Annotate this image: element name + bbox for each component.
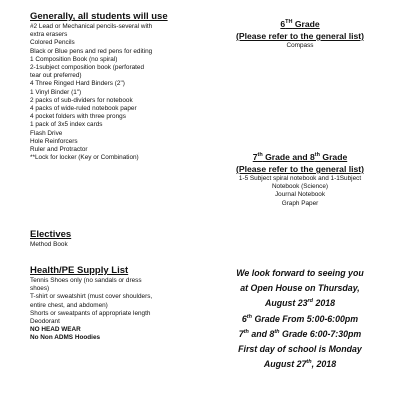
list-item: T-shirt or sweatshirt (must cover shoulders, — [30, 293, 153, 301]
list-item: Colored Pencils — [30, 39, 75, 47]
list-item: Shorts or sweatpants of appropriate length — [30, 309, 151, 317]
list-item: Tennis Shoes only (no sandals or dress — [30, 277, 142, 284]
electives-heading: Electives — [30, 229, 72, 240]
list-item: extra erasers — [30, 31, 68, 39]
list-item: 1 Vinyl Binder (1") — [30, 88, 82, 96]
list-item: 1 Composition Book (no spiral) — [30, 55, 118, 63]
notice-line: 6th Grade From 5:00-6:00pm — [241, 313, 359, 324]
notice-line: August 27th, 2018 — [263, 359, 337, 370]
grade78-refer-note: (Please refer to the general list) — [236, 164, 364, 174]
list-item: 4 Three Ringed Hard Binders (2") — [30, 80, 125, 88]
health-pe-section — [30, 264, 210, 343]
open-house-notice — [200, 266, 400, 372]
grade6-section — [200, 18, 400, 50]
notice-line: August 23rd 2018 — [264, 298, 336, 309]
general-heading: Generally, all students will use — [30, 11, 168, 22]
list-item: Method Book — [30, 241, 68, 248]
list-item-bold: No Non ADMS Hoodies — [30, 334, 101, 342]
general-supplies-section — [30, 10, 210, 162]
list-item: Notebook (Science) — [271, 183, 329, 191]
list-item: 1-5 Subject spiral notebook and 1-1Subject — [238, 175, 362, 182]
grade6-refer-note: (Please refer to the general list) — [236, 31, 364, 41]
list-item: **Lock for locker (Key or Combination) — [30, 154, 139, 162]
list-item: tear out preferred) — [30, 72, 82, 80]
health-list — [30, 277, 210, 326]
list-item-bold: NO HEAD WEAR — [30, 326, 81, 334]
list-item: Compass — [286, 42, 314, 49]
list-item: Ruler and Protractor — [30, 146, 88, 154]
grade78-section — [200, 151, 400, 208]
health-heading: Health/PE Supply List — [30, 265, 129, 276]
list-item: 2 packs of sub-dividers for notebook — [30, 96, 133, 104]
list-item: Graph Paper — [281, 199, 319, 207]
notice-line: First day of school is Monday — [238, 344, 362, 355]
electives-section — [30, 228, 210, 249]
grade78-title: 7th Grade and 8th Grade — [252, 152, 348, 162]
list-item: #2 Lead or Mechanical pencils-several with — [30, 23, 153, 30]
general-list — [30, 23, 210, 162]
notice-line: 7th and 8th Grade 6:00-7:30pm — [238, 328, 362, 339]
list-item: Hole Reinforcers — [30, 137, 78, 145]
notice-line: We look forward to seeing you — [236, 268, 364, 278]
list-item: 4 packs of wide-ruled notebook paper — [30, 105, 137, 113]
list-item: entire chest, and abdomen) — [30, 301, 108, 309]
list-item: Deodorant — [30, 318, 60, 326]
list-item: 4 pocket folders with three prongs — [30, 113, 126, 121]
list-item: Flash Drive — [30, 129, 63, 137]
list-item: Journal Notebook — [274, 191, 326, 199]
list-item: shoes) — [30, 285, 50, 293]
grade6-title: 6TH Grade — [280, 19, 320, 29]
notice-line: at Open House on Thursday, — [240, 283, 360, 294]
list-item: Black or Blue pens and red pens for editing — [30, 47, 153, 55]
list-item: 1 pack of 3x5 index cards — [30, 121, 103, 129]
list-item: 2-1subject composition book (perforated — [30, 64, 145, 72]
